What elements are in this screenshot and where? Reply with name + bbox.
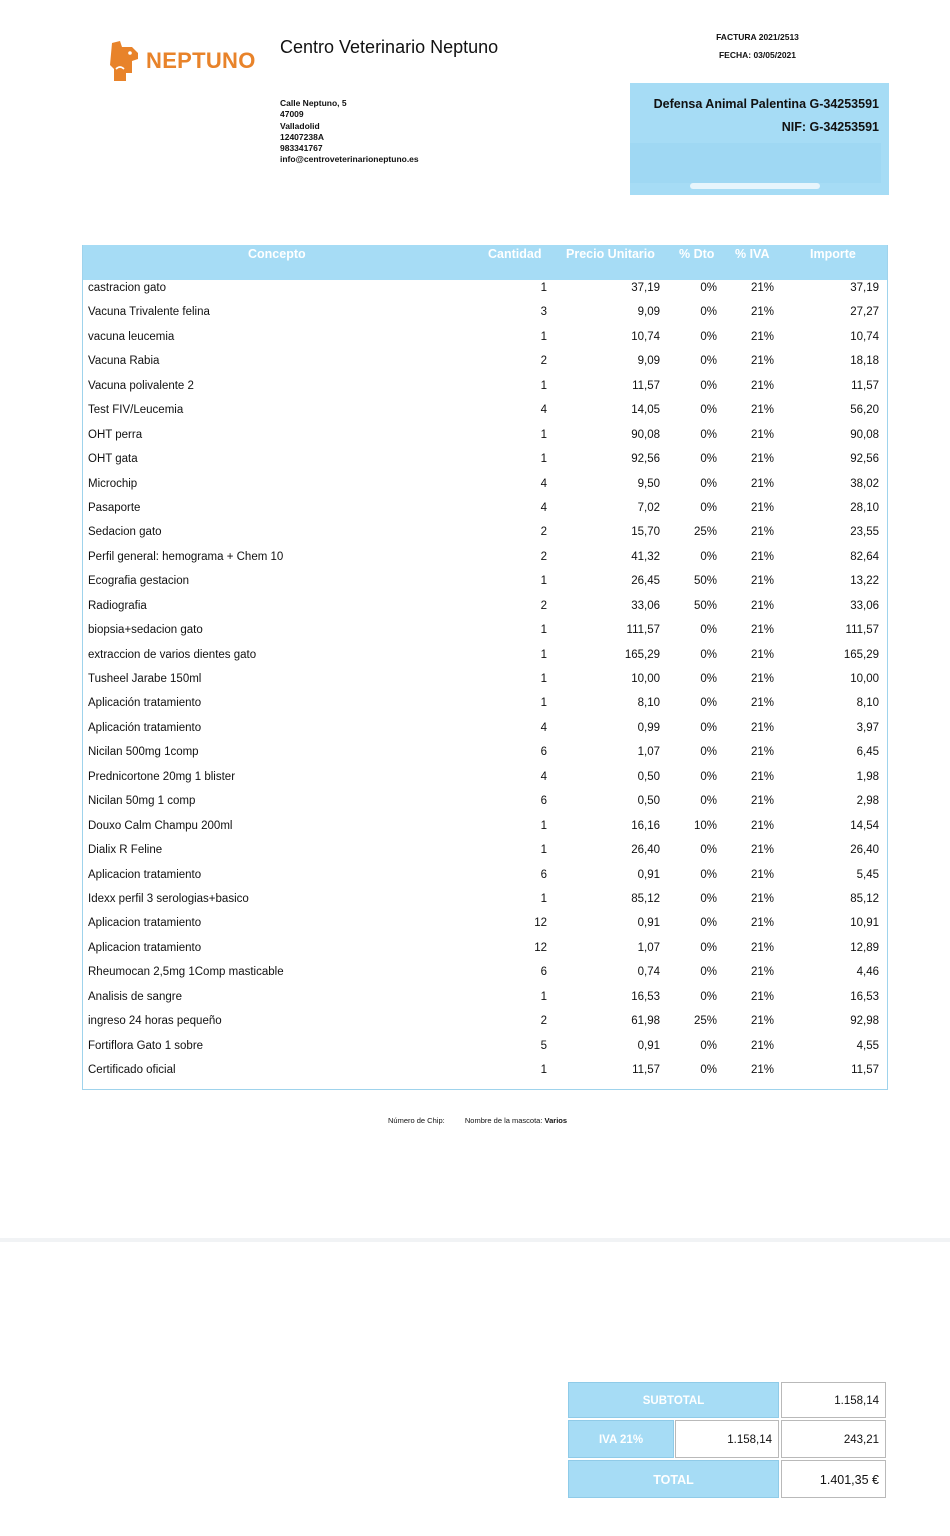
row-unit-price: 1,07 (637, 746, 660, 759)
row-unit-price: 92,56 (631, 453, 660, 466)
row-quantity: 1 (540, 379, 547, 392)
row-vat: 21% (750, 673, 774, 685)
row-vat: 21% (750, 1064, 774, 1076)
table-row (83, 280, 887, 304)
row-discount: 0% (700, 673, 717, 685)
row-concept: Aplicacion tratamiento (88, 917, 202, 930)
row-discount: 0% (700, 404, 717, 417)
row-amount: 38,02 (850, 477, 879, 490)
row-amount: 6,45 (856, 746, 879, 759)
row-amount: 1,98 (856, 770, 879, 783)
row-vat: 21% (750, 550, 774, 563)
row-concept: Fortiflora Gato 1 sobre (88, 1039, 204, 1052)
row-vat: 21% (750, 624, 774, 637)
row-amount: 85,12 (850, 892, 879, 905)
row-discount: 0% (700, 721, 717, 734)
row-amount: 13,22 (850, 575, 879, 588)
row-unit-price: 26,45 (631, 575, 660, 588)
table-row (83, 500, 887, 524)
row-quantity: 2 (540, 550, 547, 563)
row-unit-price: 0,99 (637, 721, 660, 734)
pet-info (388, 1116, 567, 1125)
row-concept: Pasaporte (88, 501, 141, 514)
row-amount: 82,64 (850, 550, 879, 563)
table-row (83, 304, 887, 328)
row-amount: 10,91 (850, 917, 879, 930)
row-quantity: 3 (540, 306, 547, 319)
table-row (83, 451, 887, 475)
row-amount: 5,45 (856, 868, 879, 881)
row-concept: Nicilan 500mg 1comp (88, 746, 199, 759)
row-concept: Tusheel Jarabe 150ml (88, 673, 202, 685)
address-line: 983341767 (280, 143, 323, 154)
row-discount: 0% (700, 795, 717, 808)
row-vat: 21% (750, 966, 774, 979)
row-concept: Analisis de sangre (88, 990, 182, 1003)
row-discount: 0% (700, 941, 717, 954)
row-concept: Rheumocan 2,5mg 1Comp masticable (88, 966, 284, 979)
row-unit-price: 11,57 (632, 1064, 660, 1076)
row-unit-price: 9,09 (637, 355, 660, 368)
row-quantity: 4 (540, 770, 547, 783)
row-vat: 21% (750, 721, 774, 734)
row-amount: 27,27 (850, 306, 879, 319)
row-discount: 25% (693, 1015, 717, 1028)
row-amount: 16,53 (850, 990, 879, 1003)
row-unit-price: 111,57 (626, 624, 660, 637)
row-amount: 18,18 (850, 355, 879, 368)
row-unit-price: 0,91 (637, 917, 660, 930)
table-row (83, 867, 887, 891)
row-vat: 21% (750, 697, 774, 710)
row-quantity: 2 (540, 355, 547, 368)
table-row (83, 842, 887, 866)
row-discount: 0% (700, 282, 717, 294)
row-discount: 0% (700, 844, 717, 857)
row-vat: 21% (750, 306, 774, 319)
client-box (630, 83, 889, 195)
row-vat: 21% (750, 355, 774, 368)
table-row (83, 720, 887, 744)
row-unit-price: 0,50 (637, 795, 660, 808)
row-unit-price: 37,19 (631, 282, 660, 294)
row-amount: 26,40 (850, 844, 879, 857)
row-concept: extraccion de varios dientes gato (88, 648, 257, 661)
row-quantity: 6 (540, 868, 547, 881)
row-unit-price: 90,08 (631, 428, 660, 441)
table-row (83, 695, 887, 719)
row-amount: 33,06 (850, 599, 879, 612)
header-quantity: Cantidad (488, 247, 542, 261)
row-discount: 0% (700, 379, 717, 392)
row-concept: Vacuna Trivalente felina (88, 306, 210, 319)
address-line: 12407238A (280, 131, 324, 142)
row-quantity: 12 (534, 917, 547, 930)
row-unit-price: 9,09 (637, 306, 660, 319)
row-concept: Aplicación tratamiento (88, 721, 202, 734)
redacted-area (690, 183, 820, 189)
row-concept: biopsia+sedacion gato (88, 624, 203, 637)
row-discount: 0% (700, 1064, 717, 1076)
row-vat: 21% (750, 599, 774, 612)
row-quantity: 12 (534, 941, 547, 954)
row-unit-price: 0,91 (637, 868, 660, 881)
iva-base: 1.158,14 (675, 1420, 779, 1458)
row-vat: 21% (750, 844, 774, 857)
row-amount: 23,55 (850, 526, 879, 539)
table-row (83, 1062, 887, 1086)
table-row (83, 989, 887, 1013)
row-quantity: 2 (540, 1015, 547, 1028)
total-value: 1.401,35 € (781, 1460, 886, 1498)
row-concept: Aplicacion tratamiento (88, 941, 202, 954)
row-unit-price: 11,57 (632, 379, 660, 392)
row-discount: 0% (700, 330, 717, 343)
row-quantity: 1 (540, 990, 547, 1003)
row-amount: 10,00 (850, 673, 879, 685)
row-quantity: 1 (540, 1064, 547, 1076)
row-discount: 0% (700, 501, 717, 514)
table-row (83, 573, 887, 597)
row-vat: 21% (750, 770, 774, 783)
row-unit-price: 10,00 (631, 673, 660, 685)
row-concept: Vacuna polivalente 2 (88, 379, 194, 392)
row-discount: 0% (700, 428, 717, 441)
table-row (83, 353, 887, 377)
row-vat: 21% (750, 526, 774, 539)
row-amount: 90,08 (850, 428, 879, 441)
row-vat: 21% (750, 1015, 774, 1028)
row-vat: 21% (750, 477, 774, 490)
row-quantity: 1 (540, 282, 547, 294)
header-amount: Importe (810, 247, 856, 261)
pet-name-label: Nombre de la mascota: (464, 1116, 543, 1125)
row-discount: 0% (700, 306, 717, 319)
row-quantity: 4 (540, 477, 547, 490)
row-vat: 21% (750, 453, 774, 466)
row-quantity: 1 (540, 844, 547, 857)
table-row (83, 647, 887, 671)
row-discount: 0% (700, 648, 717, 661)
row-amount: 92,56 (850, 453, 879, 466)
row-concept: Perfil general: hemograma + Chem 10 (88, 550, 284, 563)
row-concept: Prednicortone 20mg 1 blister (88, 770, 236, 783)
table-row (83, 329, 887, 353)
row-quantity: 5 (540, 1039, 547, 1052)
row-amount: 11,57 (851, 1064, 879, 1076)
address-line: Calle Neptuno, 5 (280, 98, 347, 108)
clinic-address (280, 98, 419, 166)
row-concept: vacuna leucemia (88, 330, 175, 343)
row-concept: ingreso 24 horas pequeño (88, 1015, 222, 1028)
client-name: Defensa Animal Palentina G-34253591 (653, 97, 879, 111)
row-concept: Microchip (88, 477, 138, 490)
row-amount: 4,46 (856, 966, 879, 979)
table-row (83, 671, 887, 695)
items-table (82, 245, 888, 1090)
row-unit-price: 41,32 (631, 550, 660, 563)
row-quantity: 6 (540, 746, 547, 759)
row-amount: 165,29 (843, 648, 879, 661)
row-vat: 21% (750, 892, 774, 905)
total-label: TOTAL (568, 1460, 779, 1498)
invoice-date: FECHA: 03/05/2021 (718, 50, 796, 60)
row-quantity: 1 (540, 330, 547, 343)
row-concept: Radiografia (88, 599, 147, 612)
iva-label: IVA 21% (568, 1420, 674, 1458)
row-unit-price: 0,74 (637, 966, 660, 979)
row-discount: 0% (700, 550, 717, 563)
row-vat: 21% (750, 282, 774, 294)
row-concept: Sedacion gato (88, 526, 162, 539)
row-vat: 21% (750, 746, 774, 759)
row-amount: 92,98 (850, 1015, 879, 1028)
row-unit-price: 1,07 (637, 941, 660, 954)
row-quantity: 1 (540, 673, 547, 685)
row-unit-price: 33,06 (631, 599, 660, 612)
row-amount: 111,57 (845, 624, 879, 637)
row-discount: 0% (700, 770, 717, 783)
row-vat: 21% (750, 330, 774, 343)
row-unit-price: 15,70 (631, 526, 660, 539)
row-concept: Vacuna Rabia (88, 355, 160, 368)
row-concept: OHT gata (88, 453, 138, 466)
row-quantity: 4 (540, 404, 547, 417)
clinic-name: Centro Veterinario Neptuno (280, 37, 499, 57)
row-unit-price: 10,74 (631, 330, 660, 343)
row-discount: 0% (700, 453, 717, 466)
row-amount: 11,57 (851, 379, 879, 392)
row-unit-price: 9,50 (637, 477, 660, 490)
subtotal-value: 1.158,14 (781, 1382, 886, 1418)
row-quantity: 1 (540, 453, 547, 466)
row-quantity: 1 (540, 892, 547, 905)
table-row (83, 769, 887, 793)
row-amount: 8,10 (856, 697, 879, 710)
row-quantity: 2 (540, 526, 547, 539)
row-amount: 10,74 (850, 330, 879, 343)
row-quantity: 1 (540, 697, 547, 710)
row-unit-price: 61,98 (631, 1015, 660, 1028)
row-concept: Dialix R Feline (88, 844, 163, 857)
row-quantity: 4 (540, 501, 547, 514)
row-unit-price: 165,29 (624, 648, 660, 661)
dog-logo-icon (108, 39, 142, 83)
subtotal-label: SUBTOTAL (568, 1382, 779, 1418)
row-concept: Certificado oficial (88, 1064, 176, 1076)
row-quantity: 6 (540, 966, 547, 979)
row-vat: 21% (750, 404, 774, 417)
row-unit-price: 0,91 (637, 1039, 660, 1052)
invoice-number: FACTURA 2021/2513 (716, 32, 799, 42)
row-quantity: 1 (540, 575, 547, 588)
row-discount: 0% (700, 966, 717, 979)
row-discount: 0% (700, 990, 717, 1003)
table-row (83, 549, 887, 573)
table-row (83, 940, 887, 964)
iva-value: 243,21 (781, 1420, 886, 1458)
redacted-area (630, 143, 881, 183)
header-unit-price: Precio Unitario (566, 247, 655, 261)
pet-name-value: Varios (544, 1116, 568, 1125)
row-quantity: 1 (540, 819, 547, 832)
table-row (83, 427, 887, 451)
table-row (83, 402, 887, 426)
header-discount: % Dto (679, 247, 715, 261)
row-discount: 0% (700, 868, 717, 881)
row-amount: 2,98 (856, 795, 879, 808)
row-unit-price: 7,02 (637, 501, 660, 514)
row-vat: 21% (750, 1039, 774, 1052)
row-unit-price: 14,05 (631, 404, 660, 417)
header-concept: Concepto (248, 247, 306, 261)
row-discount: 0% (700, 892, 717, 905)
row-unit-price: 8,10 (637, 697, 660, 710)
page-separator (0, 1238, 950, 1242)
row-vat: 21% (750, 819, 774, 832)
row-unit-price: 0,50 (637, 770, 660, 783)
row-concept: Ecografia gestacion (88, 575, 190, 588)
row-unit-price: 16,53 (631, 990, 660, 1003)
row-quantity: 1 (540, 624, 547, 637)
row-concept: Test FIV/Leucemia (88, 404, 184, 417)
row-amount: 12,89 (850, 941, 879, 954)
invoice-meta (690, 28, 825, 64)
row-amount: 3,97 (856, 721, 879, 734)
row-vat: 21% (750, 941, 774, 954)
table-header (83, 245, 887, 280)
table-body (83, 280, 887, 1089)
row-discount: 0% (700, 477, 717, 490)
address-line: info@centroveterinarioneptuno.es (280, 154, 419, 165)
table-row (83, 598, 887, 622)
table-row (83, 744, 887, 768)
row-vat: 21% (750, 379, 774, 392)
table-row (83, 476, 887, 500)
row-quantity: 6 (540, 795, 547, 808)
row-vat: 21% (750, 501, 774, 514)
row-concept: castracion gato (88, 282, 166, 294)
table-row (83, 524, 887, 548)
table-row (83, 891, 887, 915)
row-vat: 21% (750, 917, 774, 930)
row-vat: 21% (750, 990, 774, 1003)
row-vat: 21% (750, 428, 774, 441)
header-vat: % IVA (735, 247, 770, 261)
row-discount: 0% (700, 697, 717, 710)
table-row (83, 1013, 887, 1037)
address-line: Valladolid (280, 120, 320, 131)
row-discount: 25% (693, 526, 717, 539)
row-discount: 50% (693, 599, 717, 612)
row-amount: 4,55 (856, 1039, 879, 1052)
row-amount: 37,19 (850, 282, 879, 294)
chip-label: Número de Chip: (388, 1116, 445, 1125)
row-discount: 50% (693, 575, 717, 588)
row-vat: 21% (750, 648, 774, 661)
row-concept: Aplicación tratamiento (88, 697, 202, 710)
row-quantity: 1 (540, 428, 547, 441)
address-line: 47009 (280, 109, 304, 120)
row-amount: 14,54 (850, 819, 879, 832)
row-vat: 21% (750, 868, 774, 881)
row-vat: 21% (750, 575, 774, 588)
table-row (83, 964, 887, 988)
row-unit-price: 16,16 (631, 819, 660, 832)
row-quantity: 1 (540, 648, 547, 661)
row-concept: OHT perra (88, 428, 143, 441)
table-row (83, 818, 887, 842)
logo-text: NEPTUNO (146, 48, 256, 73)
row-discount: 10% (693, 819, 717, 832)
row-unit-price: 85,12 (631, 892, 660, 905)
row-discount: 0% (700, 624, 717, 637)
row-amount: 28,10 (850, 501, 879, 514)
row-vat: 21% (750, 795, 774, 808)
row-discount: 0% (700, 355, 717, 368)
client-nif: NIF: G-34253591 (781, 120, 879, 134)
row-concept: Douxo Calm Champu 200ml (88, 819, 233, 832)
table-row (83, 1038, 887, 1062)
clinic-logo (108, 38, 258, 84)
table-row (83, 915, 887, 939)
row-concept: Aplicacion tratamiento (88, 868, 202, 881)
row-amount: 56,20 (850, 404, 879, 417)
table-row (83, 793, 887, 817)
row-discount: 0% (700, 1039, 717, 1052)
row-quantity: 2 (540, 599, 547, 612)
row-quantity: 4 (540, 721, 547, 734)
table-row (83, 622, 887, 646)
row-unit-price: 26,40 (631, 844, 660, 857)
row-discount: 0% (700, 917, 717, 930)
row-concept: Idexx perfil 3 serologias+basico (88, 892, 249, 905)
table-row (83, 378, 887, 402)
row-concept: Nicilan 50mg 1 comp (88, 795, 196, 808)
row-discount: 0% (700, 746, 717, 759)
